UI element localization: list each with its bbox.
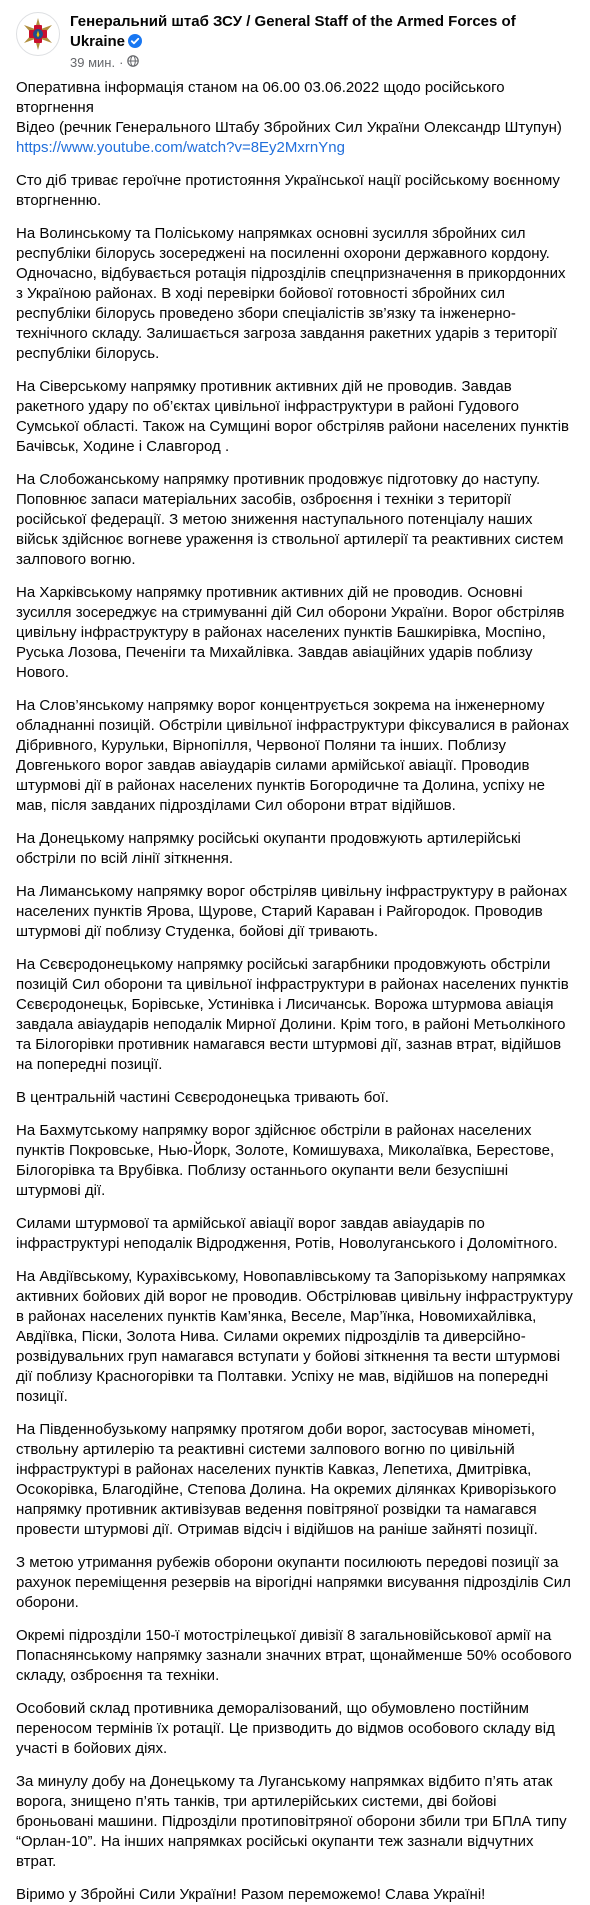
intro-line-1: Оперативна інформація станом на 06.00 03.06.2022 щодо російського вторгнення (16, 79, 505, 116)
page-name-link[interactable] (70, 12, 574, 54)
globe-icon[interactable] (127, 55, 139, 70)
post-paragraph: За минулу добу на Донецькому та Луганському напрямках відбито п’ять атак ворога, знищено п’ять танків, три артилерійських системи, дві бойові броньовані машини. Підрозділи протиповітряної оборони збили три БПлА типу “Орлан-10”. На інших напрямках російські окупанти теж зазнали відчутних втрат. (16, 1773, 567, 1870)
page-avatar[interactable] (16, 12, 60, 56)
armed-forces-emblem-icon (21, 17, 55, 51)
post-paragraph: Окремі підрозділи 150-ї мотострілецької дивізії 8 загальновійськової армії на Попаснянському напрямку зазнали значних втрат, щонайменше 50% особового складу, озброєння та техніки. (16, 1627, 572, 1684)
post-paragraph: Особовий склад противника деморалізований, що обумовлено постійним переносом термінів їх ротації. Це призводить до відмов особового складу від участі в бойових діях. (16, 1700, 555, 1757)
post-paragraph: На Лиманському напрямку ворог обстріляв цивільну інфраструктуру в районах населених пунктів Ярова, Щурове, Старий Караван і Райгородок. Проводив штурмові дії поблизу Студенка, бойові дії тривають. (16, 883, 568, 940)
intro-line-2: Відео (речник Генерального Штабу Збройних Сил України Олександр Штупун) (16, 119, 562, 136)
post-paragraph: На Донецькому напрямку російські окупанти продовжують артилерійські обстріли по всій лінії зіткнення. (16, 830, 521, 867)
page-name[interactable]: Генеральний штаб ЗСУ / General Staff of the Armed Forces of Ukraine (70, 13, 516, 50)
post-meta (70, 55, 574, 70)
post-paragraph: Силами штурмової та армійської авіації ворог завдав авіаударів по інфраструктурі неподалік Відродження, Ротів, Новолуганського і Доломітного. (16, 1215, 558, 1252)
post-time[interactable]: 39 мин. (70, 55, 116, 70)
post-paragraph: На Харківському напрямку противник активних дій не проводив. Основні зусилля зосереджує на стримуванні дій Сил оборони України. Ворог обстріляв цивільну інфраструктуру в районах населених пунктів Башкирівка, Моспіно, Руська Лозова, Печеніги та Михайлівка. Завдав авіаційних ударів поблизу Нового. (16, 584, 565, 681)
post-header (0, 0, 590, 70)
post-paragraph: В центральній частині Сєвєродонецька тривають бої. (16, 1089, 389, 1106)
post-paragraph: На Слов’янському напрямку ворог концентрується зокрема на інженерному обладнанні позицій. Обстріли цивільної інфраструктури фіксувалися в районах Дібривного, Курульки, Вірнопілля, Червоної Поляни та інших. Поблизу Довгенького ворог завдав авіаударів силами армійської авіації. Проводив штурмові дії в районах населених пунктів Богородичне та Долина, успіху не мав, після завданих підрозділами Сил оборони втрат відійшов. (16, 697, 570, 814)
verified-check-icon (128, 34, 142, 54)
youtube-link[interactable]: https://www.youtube.com/watch?v=8Ey2MxrnYng (16, 139, 345, 156)
post-paragraph: На Слобожанському напрямку противник продовжує підготовку до наступу. Поповнює запаси матеріальних засобів, озброєння і техніки з території російської федерації. З метою зниження наступального потенціалу наших військ здійснює вогневе ураження із ствольної артилерії та реактивних систем залпового вогню. (16, 471, 564, 568)
header-text (70, 12, 574, 70)
post-paragraph: На Південнобузькому напрямку протягом доби ворог, застосував мінометі, ствольну артилерію та реактивні системи залпового вогню по цивільній інфраструктурі в районах населених пунктів Кавказ, Лепетиха, Дмитрівка, Осокорівка, Благодійне, Степова Долина. На окремих ділянках Криворізького напрямку противник активізував ведення повітряної розвідки та намагався провести штурмові дії. Отримав відсіч і відійшов на раніше зайняті позиції. (16, 1421, 557, 1538)
post-paragraph: Віримо у Збройні Сили України! Разом переможемо! Слава Україні! (16, 1886, 486, 1903)
post-intro (16, 78, 574, 158)
post-body (0, 70, 590, 1905)
post-paragraph: На Сєвєродонецькому напрямку російські загарбники продовжують обстріли позицій Сил оборони та цивільної інфраструктури в районах населених пунктів Сєвєродонецьк, Борівське, Устинівка і Лисичанськ. Ворожа штурмова авіація завдала авіаударів неподалік Мирної Долини. Крім того, в районі Метьолкіного та Білогорівки противник намагався вести штурмові дії, зазнав втрат, відійшов на попередні позиції. (16, 956, 569, 1073)
post-paragraph: На Сіверському напрямку противник активних дій не проводив. Завдав ракетного удару по об’єктах цивільної інфраструктури в районі Гудового Сумської області. Також на Сумщині ворог обстріляв райони населених пунктів Бачівськ, Ходине і Славгород . (16, 378, 570, 455)
post-paragraph: На Авдіївському, Курахівському, Новопавлівському та Запорізькому напрямках активних бойових дій ворог не проводив. Обстрілював цивільну інфраструктуру в районах населених пунктів Кам’янка, Веселе, Мар’їнка, Новомихайлівка, Авдіївка, Піски, Золота Нива. Силами окремих підрозділів та диверсійно-розвідувальних груп намагався вступати у бойові зіткнення та вести штурмові дії поблизу Красногорівки та Полтавки. Успіху не мав, відійшов на попередні позиції. (16, 1268, 573, 1405)
post-paragraph: На Волинському та Поліському напрямках основні зусилля збройних сил республіки білорусь зосереджені на посиленні охорони державного кордону. Одночасно, відбувається ротація підрозділів спецпризначення в прикордонних з Україною районах. В ході перевірки бойової готовності збройних сил республіки білорусь проведено збори спеціалістів зв’язку та інженерно-технічного складу. Залишається загроза завдання ракетних ударів з території республіки білорусь. (16, 225, 566, 362)
meta-separator: · (119, 55, 124, 70)
post-paragraph: На Бахмутському напрямку ворог здійснює обстріли в районах населених пунктів Покровське, Нью-Йорк, Золоте, Комишуваха, Миколаївка, Берестове, Білогорівка та Врубівка. Поблизу останнього окупанти вели безуспішні штурмові дії. (16, 1122, 555, 1199)
post-paragraph: З метою утримання рубежів оборони окупанти посилюють передові позиції за рахунок переміщення резервів на вірогідні напрямки висування підрозділів Сил оборони. (16, 1554, 571, 1611)
post-paragraph: Сто діб триває героїчне протистояння Української нації російському воєнному вторгненню. (16, 172, 560, 209)
